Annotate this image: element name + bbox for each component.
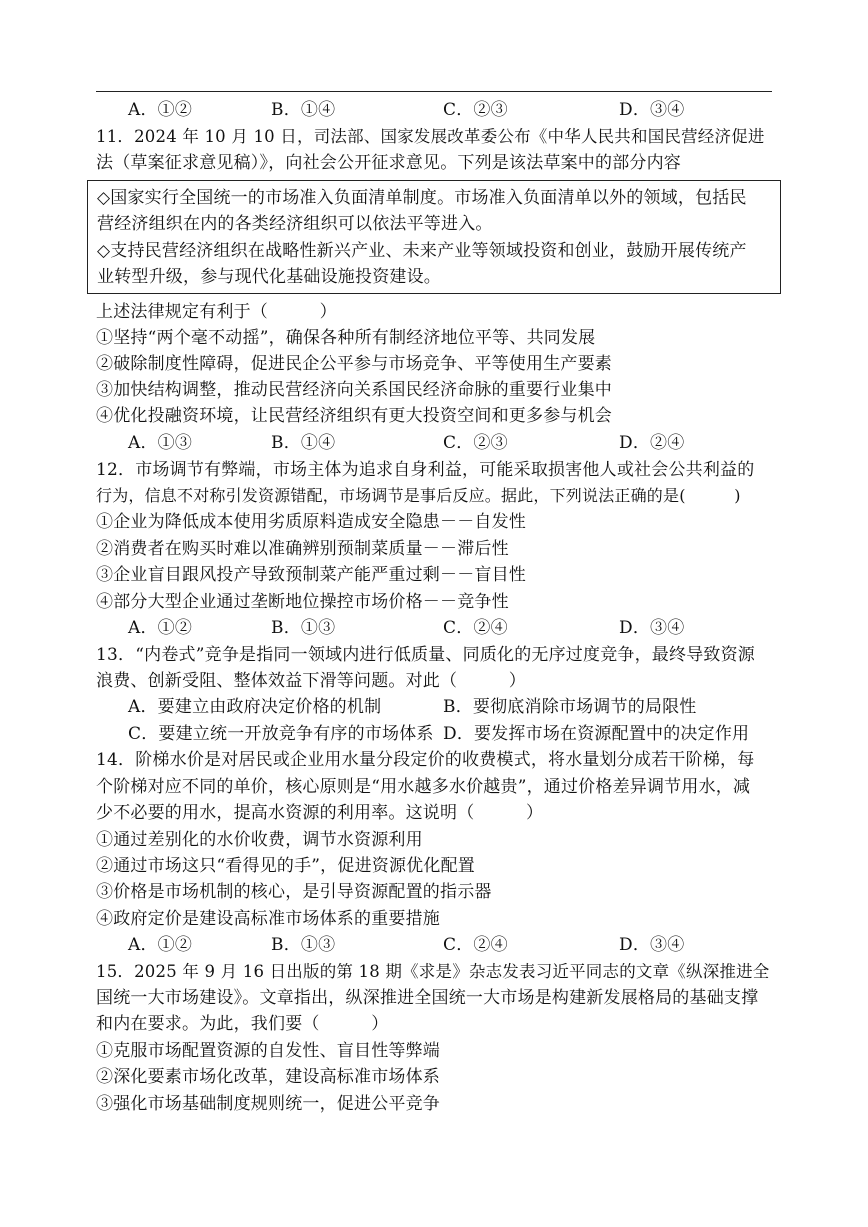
q11-stem-line-2: 法（草案征求意见稿）》，向社会公开征求意见。下列是该法草案中的部分内容 — [96, 153, 681, 173]
q12-options — [96, 615, 772, 641]
q14-item-1: ①通过差别化的水价收费，调节水资源利用 — [96, 830, 423, 850]
q12-option-c[interactable]: C．②④ — [443, 618, 508, 638]
q15-item-2: ②深化要素市场化改革，建设高标准市场体系 — [96, 1067, 440, 1087]
q11-box-line-2: 营经济组织在内的各类经济组织可以依法平等进入。 — [97, 214, 493, 234]
q12-item-1: ①企业为降低成本使用劣质原料造成安全隐患－－自发性 — [96, 512, 526, 532]
header-rule — [96, 91, 772, 92]
q11-option-c[interactable]: C．②③ — [443, 433, 508, 453]
q11-stem-line-1: 11．2024 年 10 月 10 日，司法部、国家发展改革委公布《中华人民共和国民营经济促进 — [96, 127, 765, 146]
q11-question: 上述法律规定有利于（ ） — [96, 302, 337, 322]
q12-option-a[interactable]: A．①② — [128, 618, 193, 638]
q11-box-line-3: ◇支持民营经济组织在战略性新兴产业、未来产业等领域投资和创业，鼓励开展传统产 — [97, 241, 747, 261]
q13-stem-line-1: 13．“内卷式”竞争是指同一领域内进行低质量、同质化的无序过度竞争，最终导致资源 — [96, 645, 756, 665]
q13-option-d[interactable]: D．要发挥市场在资源配置中的决定作用 — [443, 724, 750, 744]
q14-item-2: ②通过市场这只“看得见的手”，促进资源优化配置 — [96, 856, 475, 876]
q14-option-c[interactable]: C．②④ — [443, 935, 508, 955]
q11-box-line-4: 业转型升级，参与现代化基础设施投资建设。 — [97, 267, 441, 287]
q11-option-b[interactable]: B．①④ — [271, 433, 336, 453]
q11-item-3: ③加快结构调整，推动民营经济向关系国民经济命脉的重要行业集中 — [96, 380, 612, 400]
q15-item-1: ①克服市场配置资源的自发性、盲目性等弊端 — [96, 1041, 440, 1061]
q15-stem-line-2: 国统一大市场建设》。文章指出，纵深推进全国统一大市场是构建新发展格局的基础支撑 — [96, 988, 759, 1008]
q14-item-3: ③价格是市场机制的核心，是引导资源配置的指示器 — [96, 882, 492, 902]
q13-options-row-2 — [96, 721, 772, 747]
q14-option-d[interactable]: D．③④ — [619, 935, 685, 955]
q11-option-a[interactable]: A．①③ — [128, 433, 193, 453]
q11-item-2: ②破除制度性障碍，促进民企公平参与市场竞争、平等使用生产要素 — [96, 354, 612, 374]
q15-item-3: ③强化市场基础制度规则统一，促进公平竞争 — [96, 1094, 440, 1114]
q14-stem-line-3: 少不必要的用水，提高水资源的利用率。这说明（ ） — [96, 803, 544, 823]
q12-stem-line-1: 12．市场调节有弊端，市场主体为追求自身利益，可能采取损害他人或社会公共利益的 — [96, 460, 755, 480]
q14-option-a[interactable]: A．①② — [128, 935, 193, 955]
q13-option-a[interactable]: A．要建立由政府决定价格的机制 — [128, 697, 382, 717]
q10-option-c[interactable]: C．②③ — [443, 100, 508, 120]
q12-item-3: ③企业盲目跟风投产导致预制菜产能严重过剩－－盲目性 — [96, 565, 526, 585]
q10-options — [96, 97, 772, 123]
q10-option-d[interactable]: D．③④ — [619, 100, 685, 120]
q10-option-b[interactable]: B．①④ — [271, 100, 336, 120]
q13-stem-line-2: 浪费、创新受阻、整体效益下滑等问题。对此（ ） — [96, 671, 526, 691]
q15-stem-line-1: 15．2025 年 9 月 16 日出版的第 18 期《求是》杂志发表习近平同志的文章《纵深推进全 — [96, 962, 770, 981]
q11-box-line-1: ◇国家实行全国统一的市场准入负面清单制度。市场准入负面清单以外的领域，包括民 — [97, 188, 747, 208]
q14-stem-line-2: 个阶梯对应不同的单价，核心原则是“用水越多水价越贵”，通过价格差异调节用水，减 — [96, 777, 751, 797]
q14-option-b[interactable]: B．①③ — [271, 935, 336, 955]
q12-option-b[interactable]: B．①③ — [271, 618, 336, 638]
q12-item-4: ④部分大型企业通过垄断地位操控市场价格－－竞争性 — [96, 592, 509, 612]
q11-item-1: ①坚持“两个毫不动摇”，确保各种所有制经济地位平等、共同发展 — [96, 328, 596, 348]
q13-option-c[interactable]: C．要建立统一开放竞争有序的市场体系 — [128, 724, 434, 744]
q14-options — [96, 932, 772, 958]
q12-item-2: ②消费者在购买时难以准确辨别预制菜质量－－滞后性 — [96, 539, 509, 559]
q14-stem-line-1: 14．阶梯水价是对居民或企业用水量分段定价的收费模式，将水量划分成若干阶梯，每 — [96, 750, 755, 770]
q11-option-d[interactable]: D．②④ — [619, 433, 685, 453]
q10-option-a[interactable]: A．①② — [128, 100, 193, 120]
q11-law-excerpt-box — [87, 180, 781, 294]
q14-item-4: ④政府定价是建设高标准市场体系的重要措施 — [96, 909, 440, 929]
q12-stem-line-2: 行为，信息不对称引发资源错配，市场调节是事后反应。据此，下列说法正确的是( ) — [96, 486, 741, 505]
q13-options-row-1 — [96, 694, 772, 720]
q11-options — [96, 430, 772, 456]
q15-stem-line-3: 和内在要求。为此，我们要（ ） — [96, 1014, 389, 1034]
q12-option-d[interactable]: D．③④ — [619, 618, 685, 638]
q13-option-b[interactable]: B．要彻底消除市场调节的局限性 — [443, 697, 697, 717]
q11-item-4: ④优化投融资环境，让民营经济组织有更大投资空间和更多参与机会 — [96, 406, 612, 426]
